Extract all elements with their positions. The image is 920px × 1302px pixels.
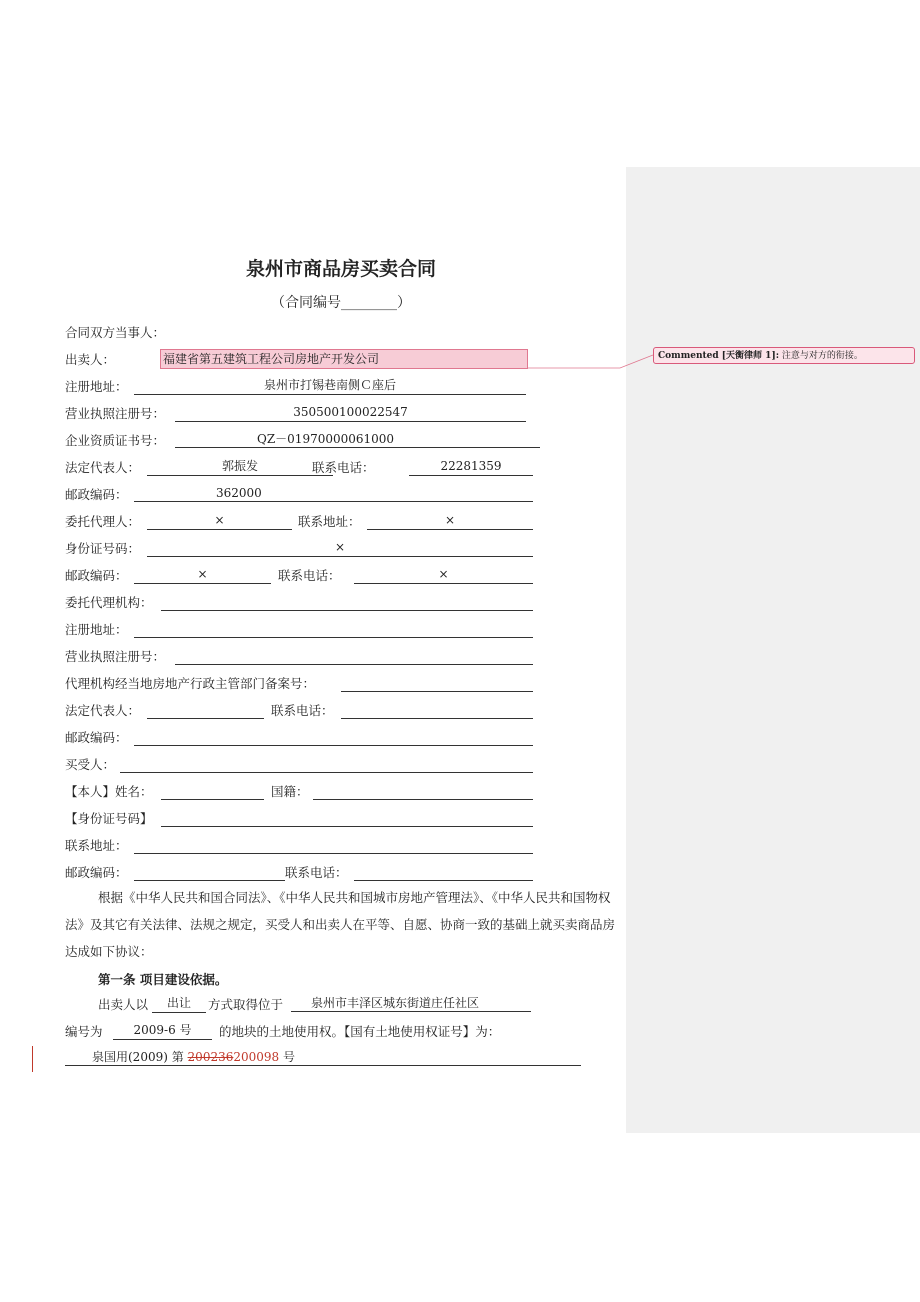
agency-rep-value[interactable]: [147, 700, 264, 719]
agent-label: 委托代理人：: [65, 514, 141, 529]
agency-phone-value[interactable]: [341, 700, 533, 719]
comment-author: Commented [天衡律师 1]:: [658, 351, 780, 361]
cert-suffix: 号: [279, 1050, 295, 1064]
buyer-value[interactable]: [120, 754, 533, 773]
agency-license-value[interactable]: [175, 646, 533, 665]
buyer-post-value[interactable]: [134, 862, 285, 881]
agent-id-label: 身份证号码：: [65, 541, 141, 556]
agent-phone-label: 联系电话：: [278, 568, 341, 583]
postcode-value[interactable]: 362000: [134, 484, 533, 502]
reg-addr-label: 注册地址：: [65, 379, 128, 394]
license-value[interactable]: 350500100022547: [175, 403, 526, 422]
preamble-paragraph: 根据《中华人民共和国合同法》、《中华人民共和国城市房地产管理法》、《中华人民共和国物权法》及其它有关法律、法规之规定，买受人和出卖人在平等、自愿、协商一致的基础上就买卖商品房达成如下协议：: [65, 890, 616, 959]
buyer-id-label: 【身份证号码】: [65, 811, 153, 826]
line1-text-b: 方式取得位于: [208, 997, 284, 1012]
agency-label: 委托代理机构：: [65, 595, 153, 610]
agent-addr-value[interactable]: ×: [367, 511, 533, 530]
agent-addr-label: 联系地址：: [298, 514, 361, 529]
buyer-id-value[interactable]: [161, 808, 533, 827]
parties-intro: 合同双方当事人：: [65, 325, 166, 340]
seller-name[interactable]: 福建省第五建筑工程公司房地产开发公司: [160, 349, 528, 369]
article1-heading: 第一条 项目建设依据。: [98, 972, 228, 987]
cert-prefix: 泉国用(2009) 第: [92, 1050, 188, 1064]
agency-rep-label: 法定代表人：: [65, 703, 141, 718]
agency-value[interactable]: [161, 592, 533, 611]
cert-deleted-text: 200236: [187, 1050, 234, 1064]
agent-post-label: 邮政编码：: [65, 568, 128, 583]
cert-value[interactable]: QZ－01970000061000: [175, 430, 540, 448]
buyer-name-label: 【本人】姓名：: [65, 784, 153, 799]
license-label: 营业执照注册号：: [65, 406, 166, 421]
line2-text-b: 的地块的土地使用权。【国有土地使用权证号】为：: [219, 1024, 501, 1039]
comment-text: 注意与对方的衔接。: [781, 351, 863, 361]
agent-id-value[interactable]: ×: [147, 538, 533, 557]
land-cert-value[interactable]: [65, 1048, 581, 1066]
buyer-addr-label: 联系地址：: [65, 838, 128, 853]
rep-value[interactable]: 郭振发: [147, 457, 333, 476]
agent-value[interactable]: ×: [147, 511, 292, 530]
buyer-addr-value[interactable]: [134, 835, 533, 854]
agency-phone-label: 联系电话：: [271, 703, 334, 718]
agency-addr-value[interactable]: [134, 619, 533, 638]
acquisition-method[interactable]: 出让: [152, 994, 206, 1013]
postcode-label: 邮政编码：: [65, 487, 128, 502]
agent-phone-value[interactable]: ×: [354, 565, 533, 584]
land-location[interactable]: 泉州市丰泽区城东街道庄任社区: [291, 994, 531, 1012]
agency-post-value[interactable]: [134, 727, 533, 746]
phone-value[interactable]: 22281359: [409, 457, 533, 476]
phone-label: 联系电话：: [312, 460, 375, 475]
comment-balloon[interactable]: [653, 347, 915, 364]
line2-text-a: 编号为: [65, 1024, 103, 1039]
nationality-label: 国籍：: [271, 784, 309, 799]
rep-label: 法定代表人：: [65, 460, 141, 475]
agency-record-label: 代理机构经当地房地产行政主管部门备案号：: [65, 676, 316, 691]
agent-post-value[interactable]: ×: [134, 565, 271, 584]
nationality-value[interactable]: [313, 781, 533, 800]
revision-bar: [32, 1046, 33, 1072]
agency-addr-label: 注册地址：: [65, 622, 128, 637]
contract-number: （合同编号________）: [271, 295, 411, 311]
cert-label: 企业资质证书号：: [65, 433, 166, 448]
cert-inserted-text: 200098: [233, 1050, 280, 1064]
buyer-phone-value[interactable]: [354, 862, 533, 881]
document-title: 泉州市商品房买卖合同: [245, 258, 436, 280]
buyer-name-value[interactable]: [161, 781, 264, 800]
seller-label: 出卖人：: [65, 352, 116, 367]
parcel-number[interactable]: 2009-6 号: [113, 1021, 212, 1040]
line1-text-a: 出卖人以: [98, 997, 149, 1012]
buyer-phone-label: 联系电话：: [285, 865, 348, 880]
reg-addr-value[interactable]: 泉州市打锡巷南侧Ｃ座后: [134, 376, 526, 395]
agency-post-label: 邮政编码：: [65, 730, 128, 745]
agency-record-value[interactable]: [341, 673, 533, 692]
agency-license-label: 营业执照注册号：: [65, 649, 166, 664]
buyer-post-label: 邮政编码：: [65, 865, 128, 880]
buyer-label: 买受人：: [65, 757, 116, 772]
